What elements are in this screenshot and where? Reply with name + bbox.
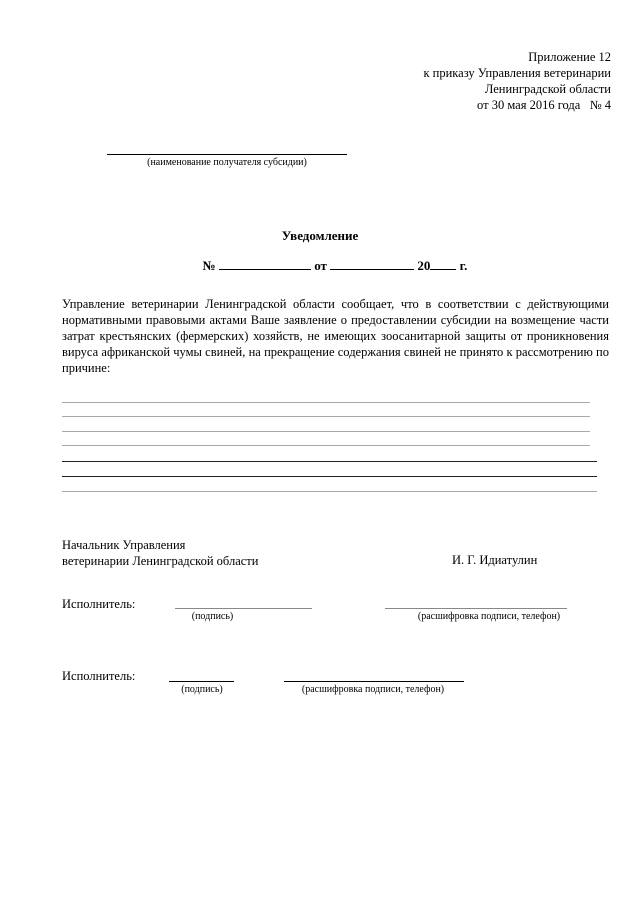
reason-line-1[interactable] <box>62 402 590 403</box>
signatory-position-line-2: ветеринарии Ленинградской области <box>62 554 259 568</box>
appendix-header <box>423 49 611 113</box>
from-label: от <box>314 258 327 273</box>
executor-1-signature-line[interactable] <box>175 608 312 609</box>
executor-1-label: Исполнитель: <box>62 597 136 611</box>
executor-2-signature-caption: (подпись) <box>181 684 223 695</box>
signatory-position-line-1: Начальник Управления <box>62 538 186 552</box>
reason-line-4[interactable] <box>62 445 590 446</box>
reason-line-7[interactable] <box>62 491 597 492</box>
year-prefix: 20 <box>417 258 431 273</box>
executor-1-decoding-caption: (расшифровка подписи, телефон) <box>417 611 561 622</box>
recipient-name-line[interactable] <box>107 154 347 155</box>
appendix-line-3: Ленинградской области <box>484 82 611 96</box>
signatory-position <box>62 537 258 569</box>
notice-date-blank[interactable] <box>330 257 414 270</box>
executor-2-signature-line[interactable] <box>169 681 234 682</box>
executor-2-decoding-caption: (расшифровка подписи, телефон) <box>301 684 445 695</box>
body-paragraph: Управление ветеринарии Ленинградской области сообщает, что в соответствии с действующими нормативными правовыми актами Ваше заявление о предоставлении субсидии на возмещение части затрат крестьянских (фермерских) хозяйств, не имеющих зоосанитарной защиты от проникновения вируса африканской чумы свиней, на прекращение содержания свиней не принято к рассмотрению по причине: <box>62 297 609 375</box>
reason-line-5[interactable] <box>62 461 597 462</box>
appendix-line-2: к приказу Управления ветеринарии <box>423 66 611 80</box>
appendix-line-4: от 30 мая 2016 года № 4 <box>477 98 611 112</box>
reason-line-3[interactable] <box>62 431 590 432</box>
executor-1-signature-caption: (подпись) <box>191 611 234 622</box>
executor-1-decoding-line[interactable] <box>385 608 567 609</box>
number-sign: № <box>202 258 216 273</box>
notice-year-blank[interactable] <box>430 257 456 270</box>
year-suffix: г. <box>459 258 468 273</box>
executor-2-decoding-line[interactable] <box>284 681 464 682</box>
notice-number-blank[interactable] <box>219 257 311 270</box>
reason-line-6[interactable] <box>62 476 597 477</box>
executor-2-label: Исполнитель: <box>62 669 136 683</box>
notice-number-line <box>0 257 640 274</box>
appendix-line-1: Приложение 12 <box>528 50 611 64</box>
recipient-caption: (наименование получателя субсидии) <box>147 157 307 168</box>
reason-line-2[interactable] <box>62 416 590 417</box>
notice-title: Уведомление <box>281 228 359 243</box>
signatory-name: И. Г. Идиатулин <box>452 553 538 567</box>
